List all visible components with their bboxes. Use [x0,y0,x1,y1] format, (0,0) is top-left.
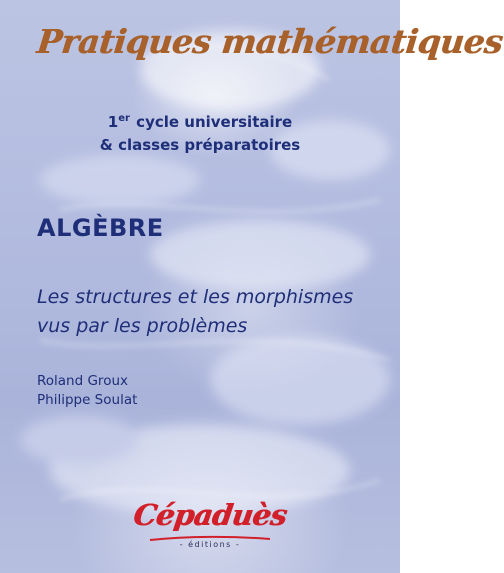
publisher-subline: - éditions - [179,540,241,549]
level-ordinal-number: 1 [107,113,119,131]
book-subject: ALGÈBRE [37,214,164,242]
publisher-logo [130,496,290,556]
subtitle-line-2: vus par les problèmes [37,315,248,337]
level-ordinal-suffix: er [118,113,130,124]
publisher-name: Cépaduès [131,498,289,532]
author-2: Philippe Soulat [37,392,138,408]
series-title: Pratiques mathématiques [35,22,504,61]
level-line-2: & classes préparatoires [99,136,301,154]
level-line-1 [0,113,400,131]
author-1: Roland Groux [37,373,128,389]
subtitle-line-1: Les structures et les morphismes [37,286,354,308]
level-line-1-text: cycle universitaire [136,113,293,131]
